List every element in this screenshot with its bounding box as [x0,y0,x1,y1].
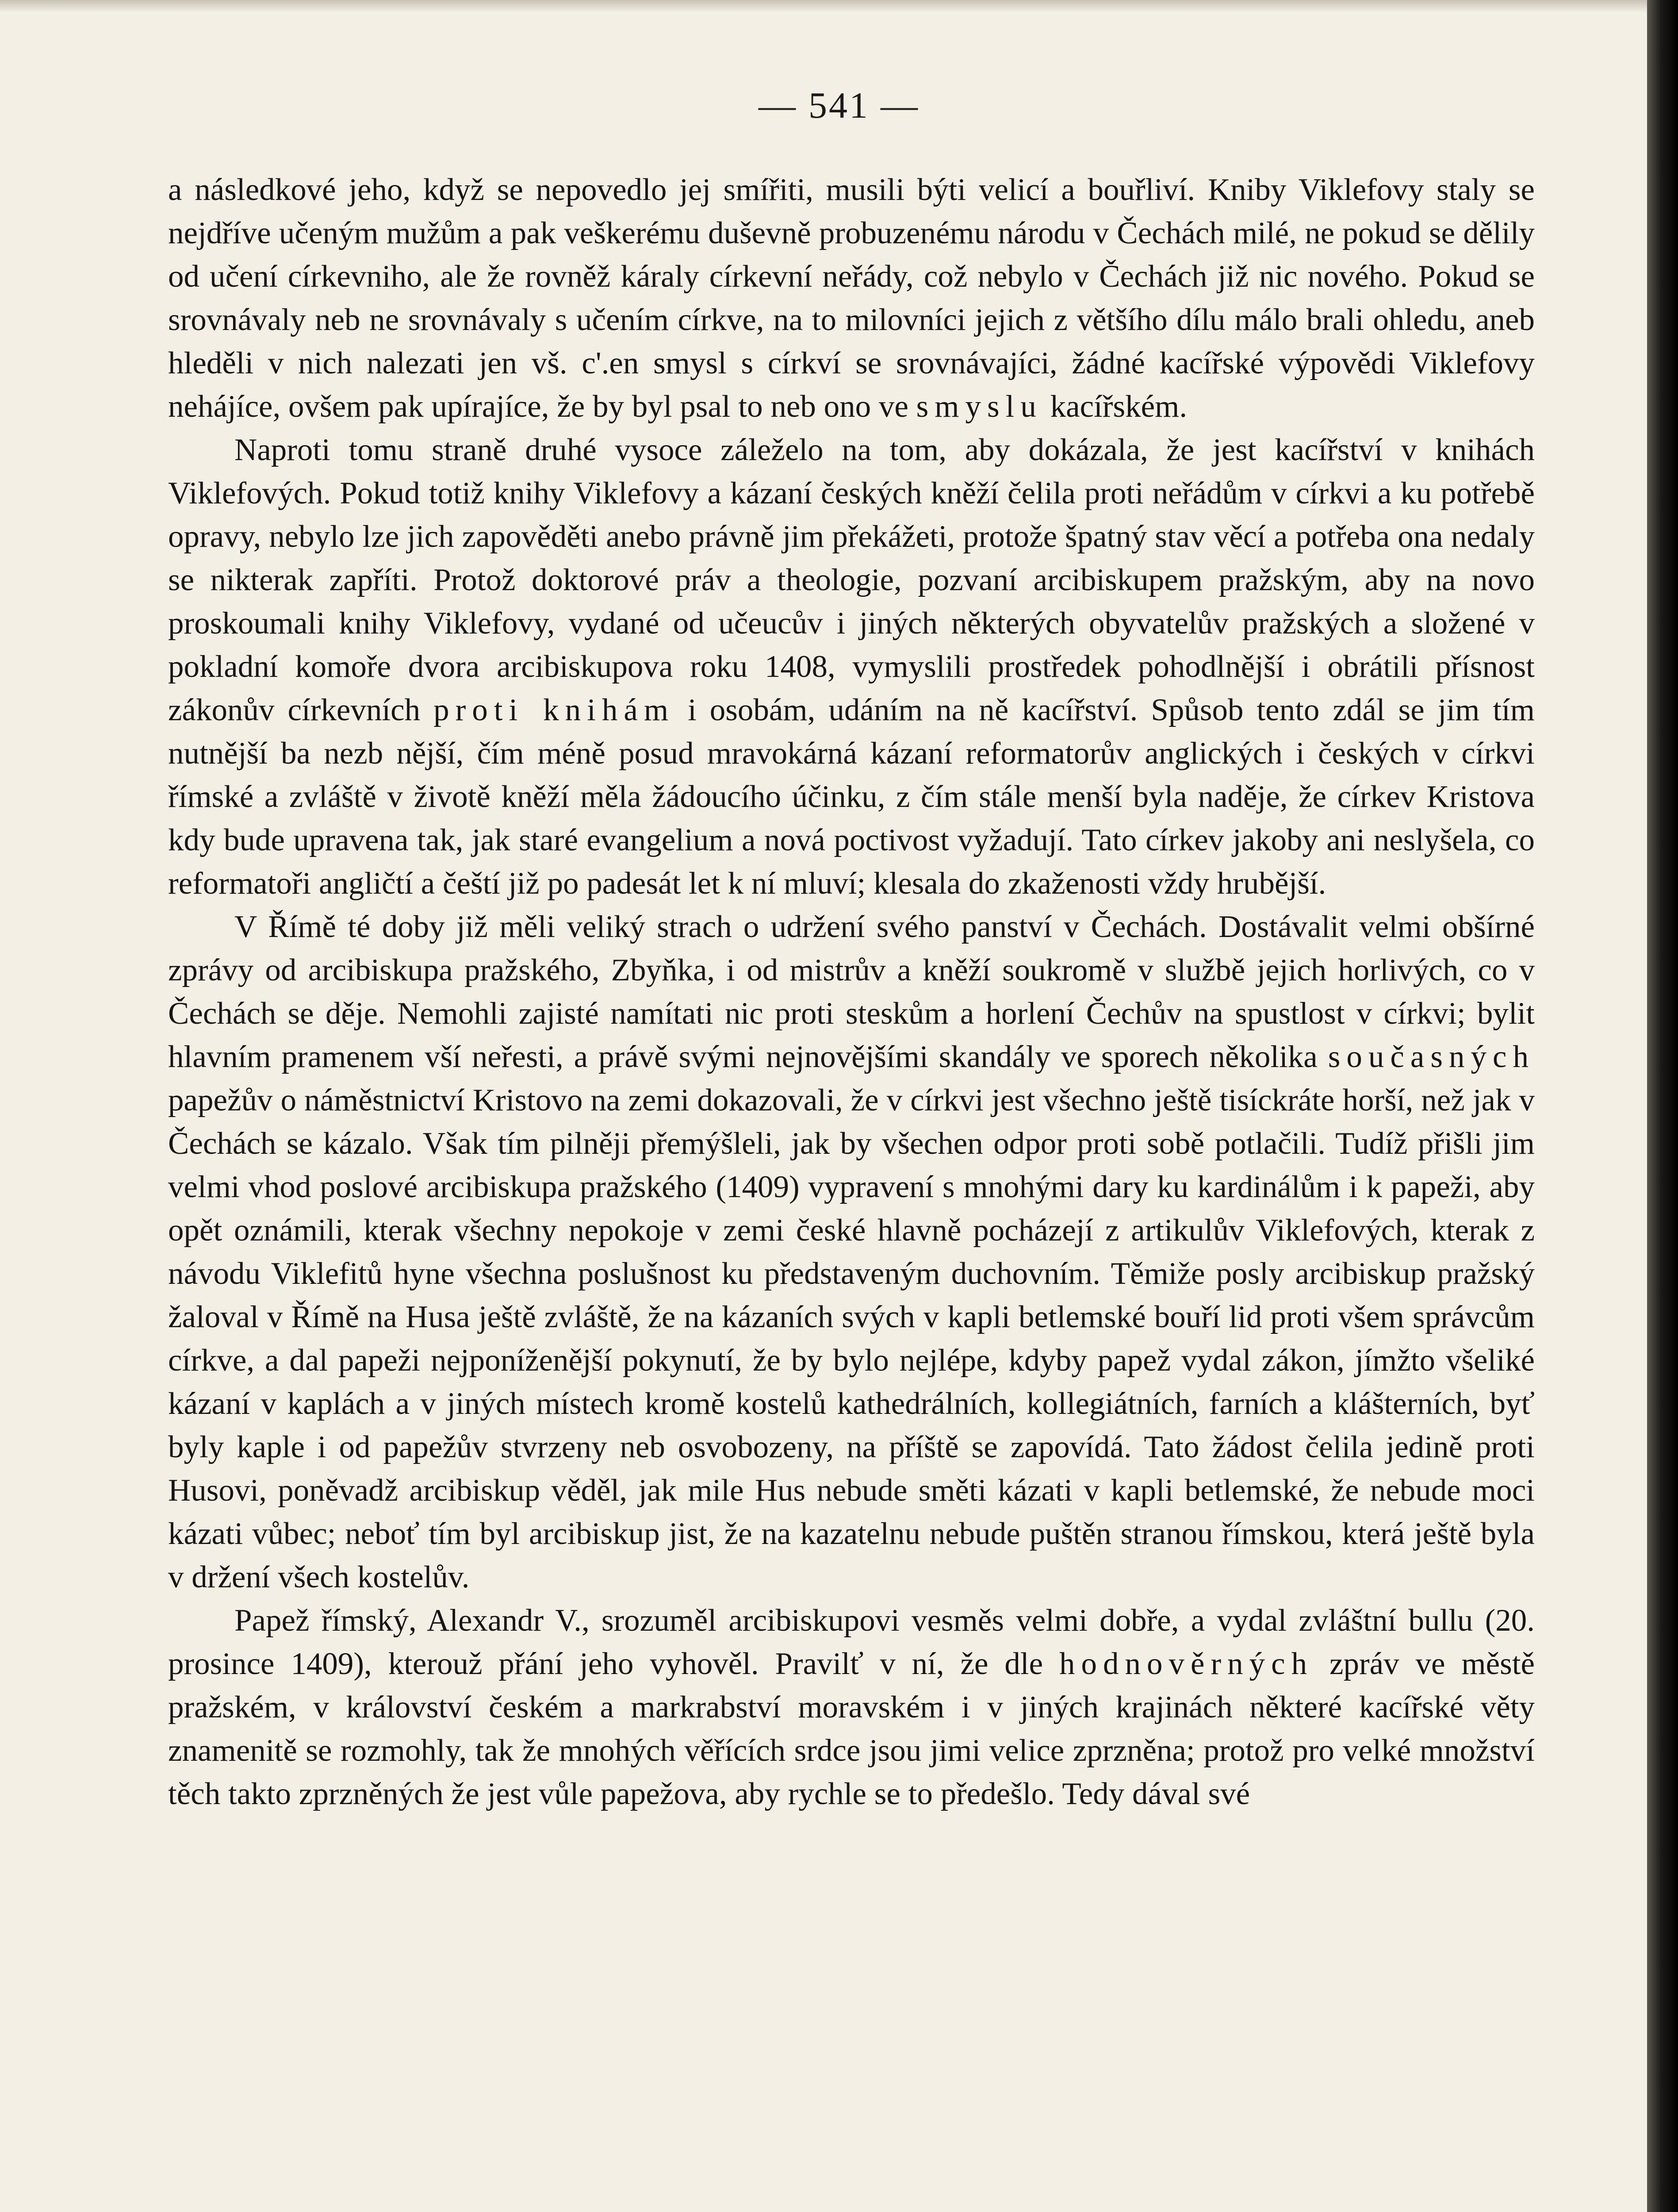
spaced-emphasis: hodnověrných [1059,1647,1314,1681]
text-run: Papež římský, Alexandr V., srozuměl arcibiskupovi vesměs velmi dobře, a vydal zvláštní bullu (20. prosince 1409), kterouž přání jeho vyhověl. Pravilť v ní, že dle [168,1603,1535,1681]
text-run: a následkové jeho, když se nepovedlo jej smířiti, musili býti velicí a bouřliví. Kniby Viklefovy staly se nejdříve učeným mužům a pak veškerému duševně probuzenému národu v Čechách milé, ne pokud se dělily od učení církevniho, ale že rovněž káraly církevní neřády, což nebylo v Čechách již nic nového. Pokud se srovnávaly neb ne srovnávaly s učením církve, na to milovníci jejich z většího dílu málo brali ohledu, aneb hleděli v nich nalezati jen vš. c'.en smysl s církví se srovnávajíci, žádné kacířské výpovědi Viklefovy nehájíce, ovšem pak upírajíce, že by byl psal to neb ono ve [168,173,1535,424]
spaced-emphasis: současných [1328,1040,1535,1074]
paragraph-4 [168,1599,1535,1816]
text-run: zpráv ve městě pražském, v království českém a markrabství moravském i v jiných krajinách některé kacířské věty znamenitě se rozmohly, tak že mnohých věřících srdce jsou jimi velice zprzněna; protož pro velké množství těch takto zprzněných že jest vůle papežova, aby rychle se to předešlo. Tedy dával své [168,1647,1535,1811]
paragraph-1 [168,168,1535,428]
text-run: i osobám, udáním na ně kacířství. Spůsob tento zdál se jim tím nutnější ba nezb nější, čím méně posud mravokárná kázaní reformatorův anglických i českých v církvi římské a zvláště v životě kněží měla žádoucího účinku, z čím stále menší byla naděje, že církev Kristova kdy bude upravena tak, jak staré evangelium a nová poctivost vyžadují. Tato církev jakoby ani neslyšela, co reformatoři angličtí a čeští již po padesát let k ní mluví; klesala do zkaženosti vždy hrubější. [168,693,1535,901]
text-run: Naproti tomu straně druhé vysoce záleželo na tom, aby dokázala, že jest kacířství v knihách Viklefových. Pokud totiž knihy Viklefovy a kázaní českých kněží čelila proti neřádům v církvi a ku potřebě opravy, nebylo lze jich zapověděti anebo právně jim překážeti, protože špatný stav věcí a potřeba ona nedaly se nikterak zapříti. Protož doktorové práv a theologie, pozvaní arcibiskupem pražským, aby na novo proskoumali knihy Viklefovy, vydané od učeucův i jiných některých obyvatelův pražských a složené v pokladní komoře dvora arcibiskupova roku 1408, vymyslili prostředek pohodlnější i obrátili přísnost zákonův církevních [168,433,1535,727]
page-number: — 541 — [759,85,919,126]
text-run: V Římě té doby již měli veliký strach o udržení svého panství v Čechách. Dostávalit velmi obšírné zprávy od arcibiskupa pražského, Zbyňka, i od mistrův a kněží soukromě v službě jejich horlivých, co v Čechách se děje. Nemohli zajisté namítati nic proti steskům a horlení Čechův na spustlost v církvi; bylit hlavním pramenem vší neřesti, a právě svými nejnovějšími skandály ve sporech několika [168,910,1535,1074]
scan-right-edge [1647,0,1678,2212]
spaced-emphasis: smyslu [916,389,1042,424]
text-run: papežův o náměstnictví Kristovo na zemi dokazovali, že v církvi jest všechno ještě tisíckráte horší, než jak v Čechách se kázalo. Však tím pilněji přemýšleli, jak by všechen odpor proti sobě potlačili. Tudíž přišli jim velmi vhod poslové arcibiskupa pražského (1409) vypravení s mnohými dary ku kardinálům i k papeži, aby opět oznámili, kterak všechny nepokoje v zemi české hlavně pocházejí z artikulův Viklefových, kterak z návodu Viklefitů hyne všechna poslušnost ku představeným duchovním. Těmiže posly arcibiskup pražský žaloval v Římě na Husa ještě zvláště, že na kázaních svých v kapli betlemské bouří lid proti všem správcům církve, a dal papeži nejponíženější pokynutí, že by bylo nejlépe, kdyby papež vydal zákon, jímžto všeliké kázaní v kaplách a v jiných místech kromě kostelů kathedrálních, kollegiátních, farních a klášterních, byť byly kaple i od papežův stvrzeny neb osvobozeny, na příště se zapovídá. Tato žádost čelila jedině proti Husovi, poněvadž arcibiskup věděl, jak mile Hus nebude směti kázati v kapli betlemské, že nebude moci kázati vůbec; neboť tím byl arcibiskup jist, že na kazatelnu nebude puštěn stranou římskou, která ještě byla v držení všech kostelův. [168,1083,1535,1594]
paragraph-3 [168,905,1535,1599]
body-text [168,168,1535,1816]
scan-top-shadow [0,0,1678,12]
paragraph-2 [168,428,1535,905]
spaced-emphasis: proti knihám [433,693,675,727]
text-run: kacířském. [1042,389,1188,424]
